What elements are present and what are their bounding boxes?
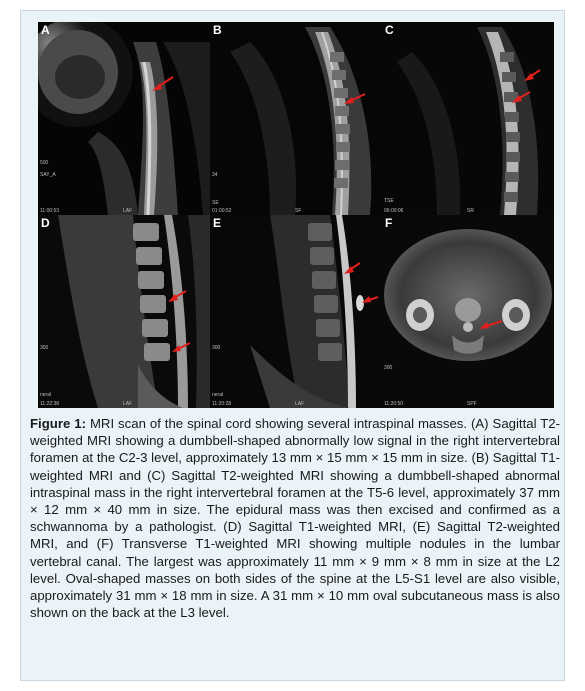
overlay-e-0: neral <box>212 392 224 398</box>
overlay-c-2: SR <box>467 208 474 214</box>
red-arrow-d <box>38 215 210 408</box>
overlay-e-3: 300 <box>212 345 221 351</box>
overlay-e-1: 11:20:28 <box>212 401 232 407</box>
overlay-c-1: 06:00:06 <box>384 208 404 214</box>
red-arrow-b <box>210 22 382 215</box>
panel-label-c: C <box>385 23 394 37</box>
red-arrow-e <box>210 215 382 408</box>
overlay-a-2: LAF <box>123 208 133 214</box>
panel-label-d: D <box>41 216 50 230</box>
overlay-b-1: 01:00:52 <box>212 208 232 214</box>
panel-label-b: B <box>213 23 222 37</box>
overlay-b-2: SF <box>295 208 302 214</box>
overlay-b-3: 34 <box>212 172 218 178</box>
overlay-c-0: TSE <box>384 198 394 204</box>
mri-panel-e <box>210 215 382 408</box>
overlay-b-0: SE <box>212 200 219 206</box>
overlay-a-3: 500 <box>40 160 49 166</box>
overlay-a-1: 11:00:53 <box>40 208 60 214</box>
panel-label-e: E <box>213 216 222 230</box>
red-arrow-f <box>382 215 554 408</box>
mri-panel-d <box>38 215 210 408</box>
red-arrow-c <box>382 22 554 215</box>
overlay-f-2: 300 <box>384 365 393 371</box>
panel-label-f: F <box>385 216 393 230</box>
overlay-a-0: SAY_A <box>40 172 56 178</box>
mri-panel-a <box>38 22 210 215</box>
overlay-e-2: LAF <box>295 401 305 407</box>
caption-label: Figure 1: <box>30 416 86 431</box>
overlay-d-1: 11:22:38 <box>40 401 60 407</box>
caption-text: MRI scan of the spinal cord showing several intraspinal masses. (A) Sagittal T2-weighted MRI showing a dumbbell-shaped abnormally low signal in the right intervertebral foramen at the C2-3 level, approximately 13 mm × 15 mm × 15 mm in size. (B) Sagittal T1-weighted MRI and (C) Sagittal T2-weighted MRI showing a dumbbell-shaped abnormal intraspinal mass in the right intervertebral foramen at the T5-6 level, approximately 37 mm × 12 mm × 40 mm in size. The epidural mass was then excised and confirmed as a schwannoma by a pathologist. (D) Sagittal T1-weighted MRI, (E) Sagittal T2-weighted MRI, and (F) Transverse T1-weighted MRI showing multiple nodules in the lumbar vertebral canal. The largest was approximately 11 mm × 9 mm × 8 mm in size at the L2 level. Oval-shaped masses on both sides of the spine at the L5-S1 level are also visible, approximately 31 mm × 18 mm in size. A 31 mm × 10 mm oval subcutaneous mass is also shown on the back at the L3 level. <box>30 416 561 621</box>
overlay-f-1: SPF <box>467 401 477 407</box>
figure-caption <box>30 415 560 621</box>
panel-label-a: A <box>41 23 50 37</box>
overlay-d-0: neral <box>40 392 52 398</box>
mri-panel-b <box>210 22 382 215</box>
red-arrow-a <box>38 22 210 215</box>
mri-panel-c <box>382 22 554 215</box>
overlay-d-2: LAF <box>123 401 133 407</box>
overlay-f-0: 11:20:50 <box>384 401 404 407</box>
overlay-d-3: 300 <box>40 345 49 351</box>
mri-panel-f <box>382 215 554 408</box>
